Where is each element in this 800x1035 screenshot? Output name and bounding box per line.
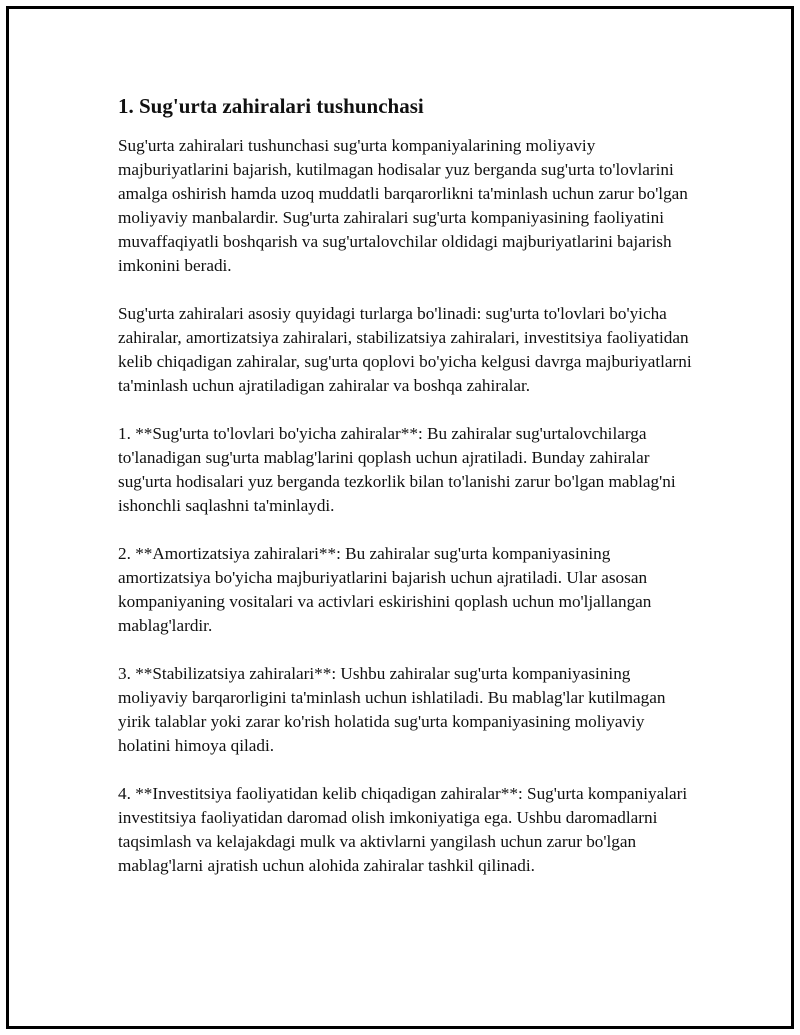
document-body — [118, 92, 698, 902]
intro-paragraph: Sug'urta zahiralari tushunchasi sug'urta kompaniyalarining moliyaviy majburiyatlarini bajarish, kutilmagan hodisalar yuz berganda sug'urta to'lovlarini amalga oshirish hamda uzoq muddatli barqarorlikni ta'minlash uchun zarur bo'lgan moliyaviy manbalardir. Sug'urta zahiralari sug'urta kompaniyasining faoliyatini muvaffaqiyatli boshqarish va sug'urtalovchilar oldidagi majburiyatlarini bajarish imkonini beradi. — [118, 136, 688, 275]
list-item-4-paragraph: 4. **Investitsiya faoliyatidan kelib chiqadigan zahiralar**: Sug'urta kompaniyalari investitsiya faoliyatidan daromad olish imkoniyatiga ega. Ushbu daromadlarni taqsimlash va kelajakdagi mulk va aktivlarni yangilash uchun zarur bo'lgan mablag'larni ajratish uchun alohida zahiralar tashkil qilinadi. — [118, 784, 688, 875]
list-item-1-paragraph: 1. **Sug'urta to'lovlari bo'yicha zahiralar**: Bu zahiralar sug'urtalovchilarga to'lanadigan sug'urta mablag'larini qoplash uchun ajratiladi. Bunday zahiralar sug'urta hodisalari yuz berganda tezkorlik bilan to'lanishi zarur bo'lgan mablag'ni ishonchli saqlashni ta'minlaydi. — [118, 424, 676, 515]
types-paragraph: Sug'urta zahiralari asosiy quyidagi turlarga bo'linadi: sug'urta to'lovlari bo'yicha zahiralar, amortizatsiya zahiralari, stabilizatsiya zahiralari, investitsiya faoliyatidan kelib chiqadigan zahiralar, sug'urta qoplovi bo'yicha kelgusi davrga majburiyatlarni ta'minlash uchun ajratiladigan zahiralar va boshqa zahiralar. — [118, 304, 692, 395]
list-item-2-paragraph: 2. **Amortizatsiya zahiralari**: Bu zahiralar sug'urta kompaniyasining amortizatsiya bo'yicha majburiyatlarini bajarish uchun ajratiladi. Ular asosan kompaniyaning vositalari va activlari eskirishini qoplash uchun mo'ljallangan mablag'lardir. — [118, 544, 652, 635]
section-heading: 1. Sug'urta zahiralari tushunchasi — [118, 94, 424, 118]
list-item-3-paragraph: 3. **Stabilizatsiya zahiralari**: Ushbu zahiralar sug'urta kompaniyasining moliyaviy barqarorligini ta'minlash uchun ishlatiladi. Bu mablag'lar kutilmagan yirik talablar yoki zarar ko'rish holatida sug'urta kompaniyasining moliyaviy holatini himoya qiladi. — [118, 664, 666, 755]
